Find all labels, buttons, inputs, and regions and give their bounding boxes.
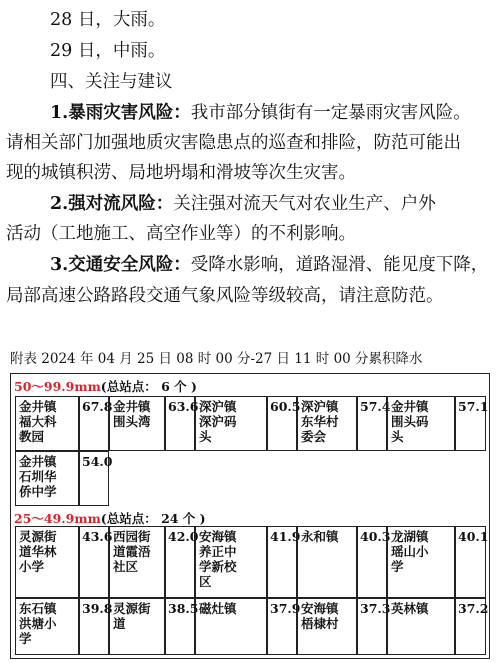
station-name: 金井镇 围头码 头 (387, 396, 455, 451)
band-summary: (总站点： 6 个 ) (100, 379, 197, 394)
station-value: 40.3 (357, 526, 387, 598)
forecast-line-29: 29 日，中雨。 (50, 41, 166, 61)
section-heading: 四、关注与建议 (50, 72, 173, 92)
station-name: 深沪镇 东华村 委会 (297, 396, 357, 451)
risk-item-traffic (50, 253, 488, 277)
risk-item-convection (50, 192, 436, 216)
station-name: 安海镇 养正中 学新校 区 (195, 526, 267, 598)
risk-text-line: 活动（工地施工、高空作业等）的不利影响。 (6, 224, 356, 244)
station-name: 灵源街 道华林 小学 (15, 526, 79, 598)
risk-text-line: 局部高速公路路段交通气象风险等级较高，请注意防范。 (6, 286, 444, 306)
station-name: 东石镇 洪塘小 学 (15, 598, 79, 655)
station-value: 42.0 (165, 526, 195, 598)
band-header (14, 509, 206, 527)
band-range: 25～49.9mm (14, 511, 101, 526)
band-summary: (总站点： 24 个 ) (100, 511, 206, 526)
risk-item-rainstorm (50, 101, 471, 125)
station-value: 41.9 (267, 526, 297, 598)
risk-text: 受降水影响，道路湿滑、能见度下降， (190, 255, 489, 275)
risk-title: 2.强对流风险： (50, 194, 174, 214)
station-value: 37.9 (267, 598, 297, 655)
station-name: 深沪镇 深沪码 头 (195, 396, 267, 451)
station-name: 金井镇 福大科 教园 (15, 396, 79, 451)
table-caption: 附表 2024 年 04 月 25 日 08 时 00 分-27 日 11 时 00 分累积降水 (10, 351, 423, 367)
station-value: 43.6 (79, 526, 109, 598)
station-name: 西园街 道霞浯 社区 (109, 526, 165, 598)
station-value: 38.5 (165, 598, 195, 655)
band-range: 50～99.9mm (14, 379, 101, 394)
station-value: 37.3 (357, 598, 387, 655)
station-value: 39.8 (79, 598, 109, 655)
station-value: 60.5 (267, 396, 297, 451)
station-value: 63.6 (165, 396, 195, 451)
forecast-line-28: 28 日，大雨。 (50, 10, 166, 30)
station-name: 磁灶镇 (195, 598, 267, 655)
station-value: 57.4 (357, 396, 387, 451)
station-name: 龙湖镇 瑶山小 学 (387, 526, 455, 598)
risk-text: 关注强对流天气对农业生产、户外 (173, 194, 436, 214)
station-name: 金井镇 石圳华 侨中学 (15, 451, 79, 506)
station-value: 54.0 (79, 451, 109, 506)
risk-title: 1.暴雨灾害风险： (50, 103, 191, 123)
risk-text-line: 现的城镇积涝、局地坍塌和滑坡等次生灾害。 (6, 163, 356, 183)
risk-text-line: 请相关部门加强地质灾害隐患点的巡查和排险，防范可能出 (6, 133, 461, 153)
risk-title: 3.交通安全风险： (50, 255, 191, 275)
station-name: 金井镇 围头湾 (109, 396, 165, 451)
station-value: 57.1 (455, 396, 486, 451)
station-value: 67.8 (79, 396, 109, 451)
station-name: 安海镇 梧棣村 (297, 598, 357, 655)
station-name: 灵源街 道 (109, 598, 165, 655)
risk-text: 我市部分镇街有一定暴雨灾害风险。 (190, 103, 471, 123)
precipitation-table (10, 373, 490, 659)
station-name: 永和镇 (297, 526, 357, 598)
band-header (14, 377, 197, 395)
station-value: 37.2 (455, 598, 486, 655)
station-name: 英林镇 (387, 598, 455, 655)
station-value: 40.1 (455, 526, 486, 598)
